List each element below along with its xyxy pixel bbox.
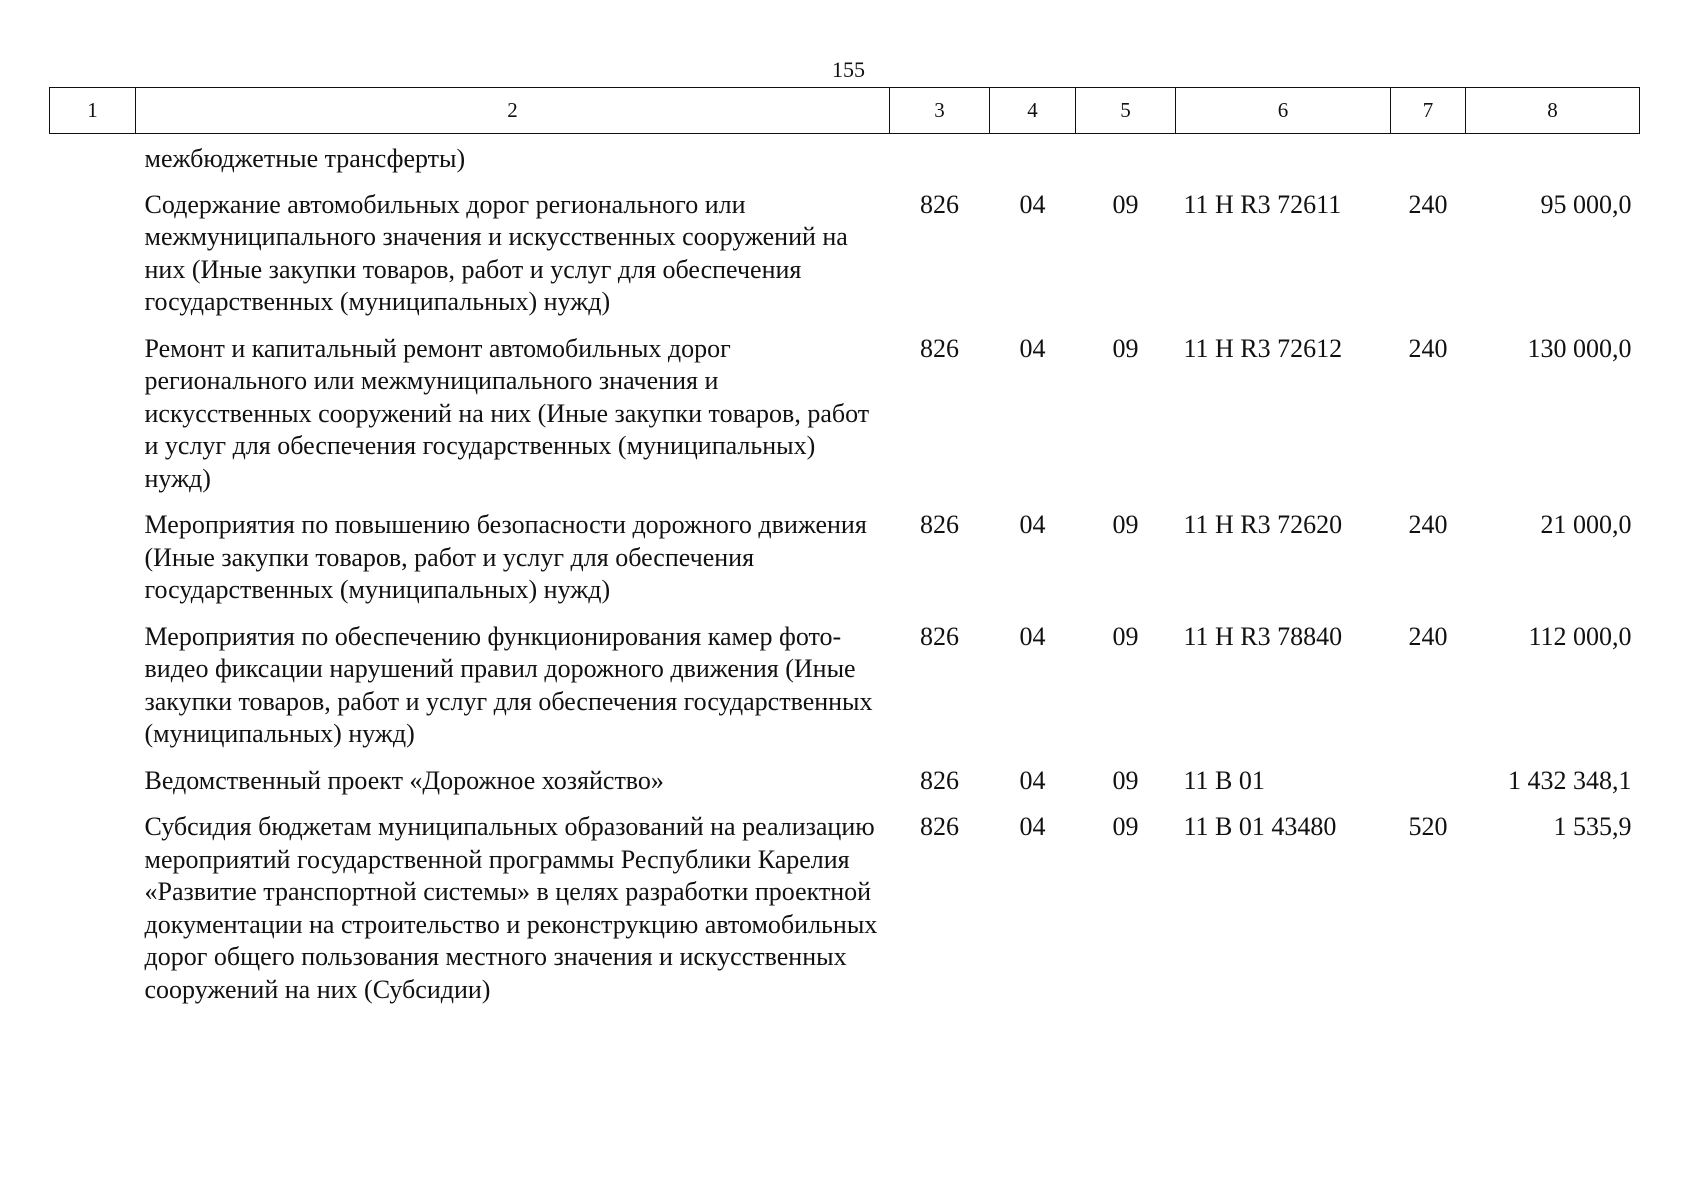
row-amount: 21 000,0 bbox=[1540, 510, 1632, 539]
row-subsection bbox=[1076, 134, 1176, 189]
row-description: Мероприятия по обеспечению функционирования камер фото-видео фиксации нарушений правил дорожного движения (Иные закупки товаров, работ и услуг для обеспечения государственных (муниципальных) нужд) bbox=[144, 621, 873, 748]
budget-table bbox=[49, 87, 1640, 1020]
page-number: 155 bbox=[832, 57, 865, 82]
row-amount: 112 000,0 bbox=[1528, 621, 1632, 651]
row-description: Ремонт и капитальный ремонт автомобильных дорог регионального или межмуниципального значения и искусственных сооружений на них (Иные закупки товаров, работ и услуг для обеспечения государственных (муниципальных) нужд) bbox=[144, 333, 870, 493]
row-subsection: 09 bbox=[1112, 765, 1139, 795]
row-expense-type: 240 bbox=[1408, 621, 1448, 651]
row-expense-type bbox=[1391, 765, 1466, 812]
row-description: Ведомственный проект «Дорожное хозяйство» bbox=[144, 765, 664, 795]
row-target-article bbox=[1176, 134, 1391, 189]
row-expense-type: 240 bbox=[1408, 333, 1448, 363]
row-amount: 95 000,0 bbox=[1540, 189, 1632, 219]
row-amount: 1 432 348,1 bbox=[1508, 765, 1632, 795]
row-expense-type: 520 bbox=[1408, 812, 1448, 841]
row-grbs bbox=[890, 134, 990, 189]
row-subsection: 09 bbox=[1112, 333, 1139, 363]
row-section: 04 bbox=[1019, 621, 1046, 651]
row-description: Содержание автомобильных дорог регионального или межмуниципального значения и искусственных сооружений на них (Иные закупки товаров, работ и услуг для обеспечения государственных (муниципальных) нужд) bbox=[144, 189, 848, 316]
row-grbs: 826 bbox=[920, 621, 959, 651]
row-expense-type: 240 bbox=[1408, 510, 1448, 539]
row-section bbox=[990, 134, 1076, 189]
column-header-2: 2 bbox=[136, 88, 890, 134]
row-description: межбюджетные трансферты) bbox=[144, 144, 466, 173]
row-target-article: 11 В 01 bbox=[1183, 765, 1265, 795]
row-description: Мероприятия по повышению безопасности дорожного движения (Иные закупки товаров, работ и услуг для обеспечения государственных (муниципальных) нужд) bbox=[144, 510, 867, 604]
column-header-6: 6 bbox=[1176, 88, 1391, 134]
column-header-5: 5 bbox=[1076, 88, 1176, 134]
table-row bbox=[50, 621, 1640, 765]
table-header bbox=[50, 88, 1640, 134]
row-subsection: 09 bbox=[1112, 189, 1139, 219]
row-description: Субсидия бюджетам муниципальных образований на реализацию мероприятий государственной программы Республики Карелия «Развитие транспортной системы» в целях разработки проектной документации на строительство и реконструкцию автомобильных дорог общего пользования местного значения и искусственных сооружений на них (Субсидии) bbox=[144, 812, 878, 1004]
header-row bbox=[50, 88, 1640, 134]
table-row bbox=[50, 189, 1640, 333]
row-amount bbox=[1466, 134, 1640, 189]
table-row bbox=[50, 134, 1640, 189]
table-row bbox=[50, 811, 1640, 1020]
row-expense-type bbox=[1391, 134, 1466, 189]
row-target-article: 11 Н R3 72620 bbox=[1183, 510, 1343, 539]
table-row bbox=[50, 765, 1640, 812]
table-row bbox=[50, 509, 1640, 621]
column-header-4: 4 bbox=[990, 88, 1076, 134]
row-amount: 130 000,0 bbox=[1527, 333, 1632, 363]
column-header-1: 1 bbox=[50, 88, 136, 134]
row-target-article: 11 Н R3 72611 bbox=[1183, 189, 1342, 219]
row-subsection: 09 bbox=[1112, 812, 1139, 841]
row-section: 04 bbox=[1019, 812, 1046, 841]
row-subsection: 09 bbox=[1112, 510, 1139, 539]
row-subsection: 09 bbox=[1112, 621, 1139, 651]
row-target-article: 11 Н R3 72612 bbox=[1183, 333, 1343, 363]
row-grbs: 826 bbox=[920, 510, 959, 539]
row-grbs: 826 bbox=[920, 189, 959, 219]
row-target-article: 11 В 01 43480 bbox=[1183, 812, 1337, 841]
table-row bbox=[50, 333, 1640, 510]
row-grbs: 826 bbox=[920, 765, 959, 795]
row-section: 04 bbox=[1019, 333, 1046, 363]
row-section: 04 bbox=[1019, 189, 1046, 219]
column-header-3: 3 bbox=[890, 88, 990, 134]
table-body bbox=[50, 134, 1640, 1021]
row-expense-type: 240 bbox=[1408, 189, 1448, 219]
row-section: 04 bbox=[1019, 510, 1046, 539]
row-grbs: 826 bbox=[920, 333, 959, 363]
row-amount: 1 535,9 bbox=[1553, 812, 1632, 841]
column-header-7: 7 bbox=[1391, 88, 1466, 134]
column-header-8: 8 bbox=[1466, 88, 1640, 134]
row-grbs: 826 bbox=[920, 812, 959, 841]
row-target-article: 11 Н R3 78840 bbox=[1183, 621, 1343, 651]
row-section: 04 bbox=[1019, 765, 1046, 795]
